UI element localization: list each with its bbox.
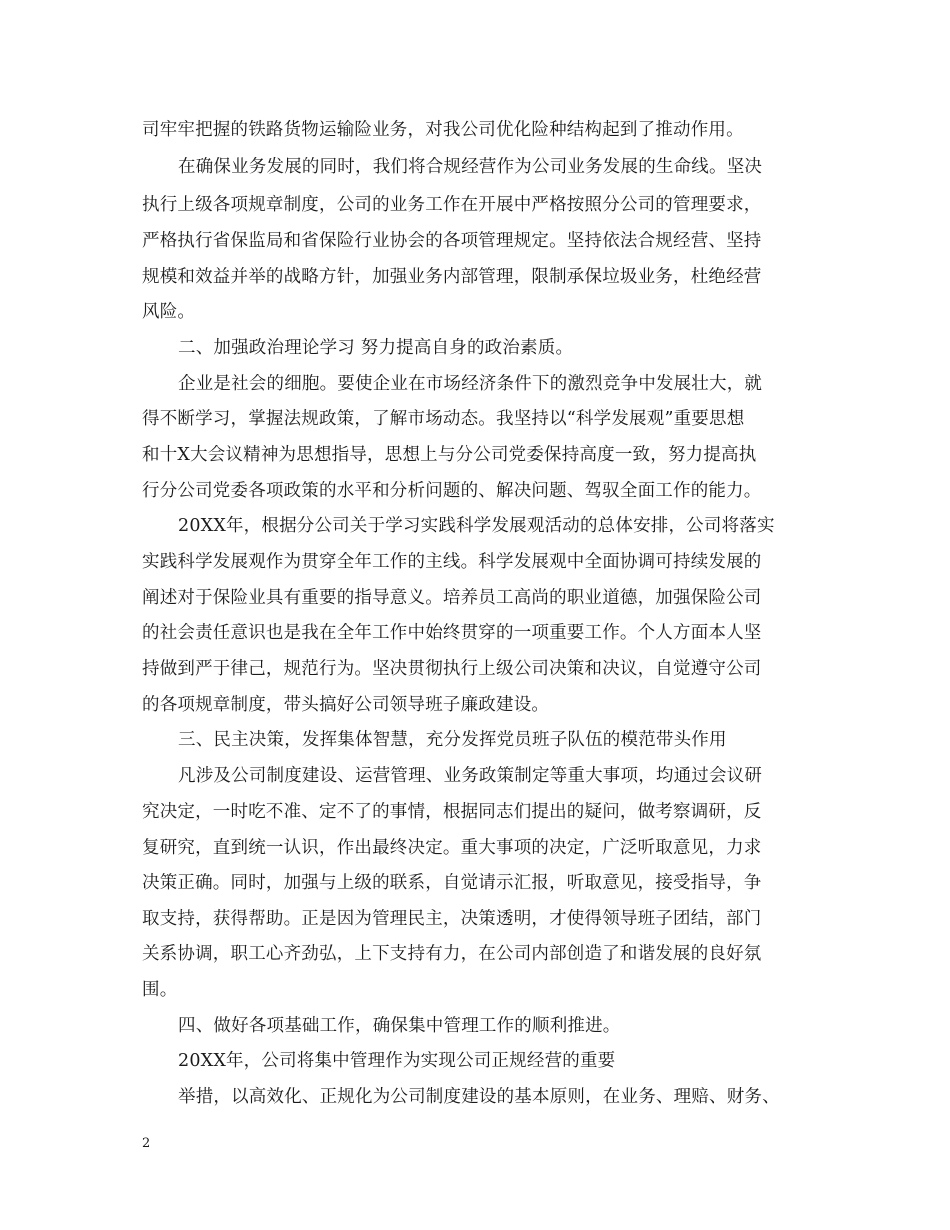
text-line: 的各项规章制度，带头搞好公司领导班子廉政建设。 bbox=[142, 695, 550, 715]
text-line: 持做到严于律己，规范行为。坚决贯彻执行上级公司决策和决议，自觉遵守公司 bbox=[142, 659, 762, 679]
text-line: 执行上级各项规章制度，公司的业务工作在开展中严格按照分公司的管理要求， bbox=[142, 195, 762, 215]
text-line: 得不断学习，掌握法规政策，了解市场动态。我坚持以“科学发展观”重要思想 bbox=[142, 409, 745, 429]
text-line: 关系协调，职工心齐劲弘，上下支持有力，在公司内部创造了和谐发展的良好氛 bbox=[142, 944, 762, 964]
text-line: 20XX年，根据分公司关于学习实践科学发展观活动的总体安排，公司将落实 bbox=[178, 516, 775, 536]
text-line: 围。 bbox=[142, 980, 178, 1000]
text-line: 举措，以高效化、正规化为公司制度建设的基本原则，在业务、理赔、财务、 bbox=[178, 1087, 780, 1107]
text-line: 的社会责任意识也是我在全年工作中始终贯穿的一项重要工作。个人方面本人坚 bbox=[142, 623, 762, 643]
text-line: 凡涉及公司制度建设、运营管理、业务政策制定等重大事项，均通过会议研 bbox=[178, 766, 763, 786]
text-line: 复研究，直到统一认识，作出最终决定。重大事项的决定，广泛听取意见，力求 bbox=[142, 838, 762, 858]
section-heading: 三、民主决策，发挥集体智慧，充分发挥党员班子队伍的模范带头作用 bbox=[178, 730, 727, 750]
text-line: 实践科学发展观作为贯穿全年工作的主线。科学发展观中全面协调可持续发展的 bbox=[142, 552, 762, 572]
text-line: 在确保业务发展的同时，我们将合规经营作为公司业务发展的生命线。坚决 bbox=[178, 157, 763, 177]
text-line: 严格执行省保监局和省保险行业协会的各项管理规定。坚持依法合规经营、坚持 bbox=[142, 231, 762, 251]
text-line: 司牢牢把握的铁路货物运输险业务，对我公司优化险种结构起到了推动作用。 bbox=[142, 120, 744, 140]
text-line: 规模和效益并举的战略方针，加强业务内部管理，限制承保垃圾业务，杜绝经营 bbox=[142, 267, 762, 287]
text-line: 行分公司党委各项政策的水平和分析问题的、解决问题、驾驭全面工作的能力。 bbox=[142, 481, 762, 501]
text-line: 风险。 bbox=[142, 302, 196, 322]
text-line: 取支持，获得帮助。正是因为管理民主，决策透明，才使得领导班子团结，部门 bbox=[142, 909, 762, 929]
text-line: 企业是社会的细胞。要使企业在市场经济条件下的激烈竞争中发展壮大，就 bbox=[178, 374, 763, 394]
text-line: 阐述对于保险业具有重要的指导意义。培养员工高尚的职业道德，加强保险公司 bbox=[142, 588, 762, 608]
text-line: 和十X大会议精神为思想指导，思想上与分公司党委保持高度一致，努力提高执 bbox=[142, 445, 757, 465]
page-number: 2 bbox=[142, 1136, 151, 1151]
text-line: 究决定，一时吃不准、定不了的事情，根据同志们提出的疑问，做考察调研，反 bbox=[142, 802, 762, 822]
text-line: 20XX年，公司将集中管理作为实现公司正规经营的重要 bbox=[178, 1051, 616, 1071]
section-heading: 四、做好各项基础工作，确保集中管理工作的顺利推进。 bbox=[178, 1016, 621, 1036]
section-heading: 二、加强政治理论学习 努力提高自身的政治素质。 bbox=[178, 338, 574, 358]
text-line: 决策正确。同时，加强与上级的联系，自觉请示汇报，听取意见，接受指导，争 bbox=[142, 873, 762, 893]
